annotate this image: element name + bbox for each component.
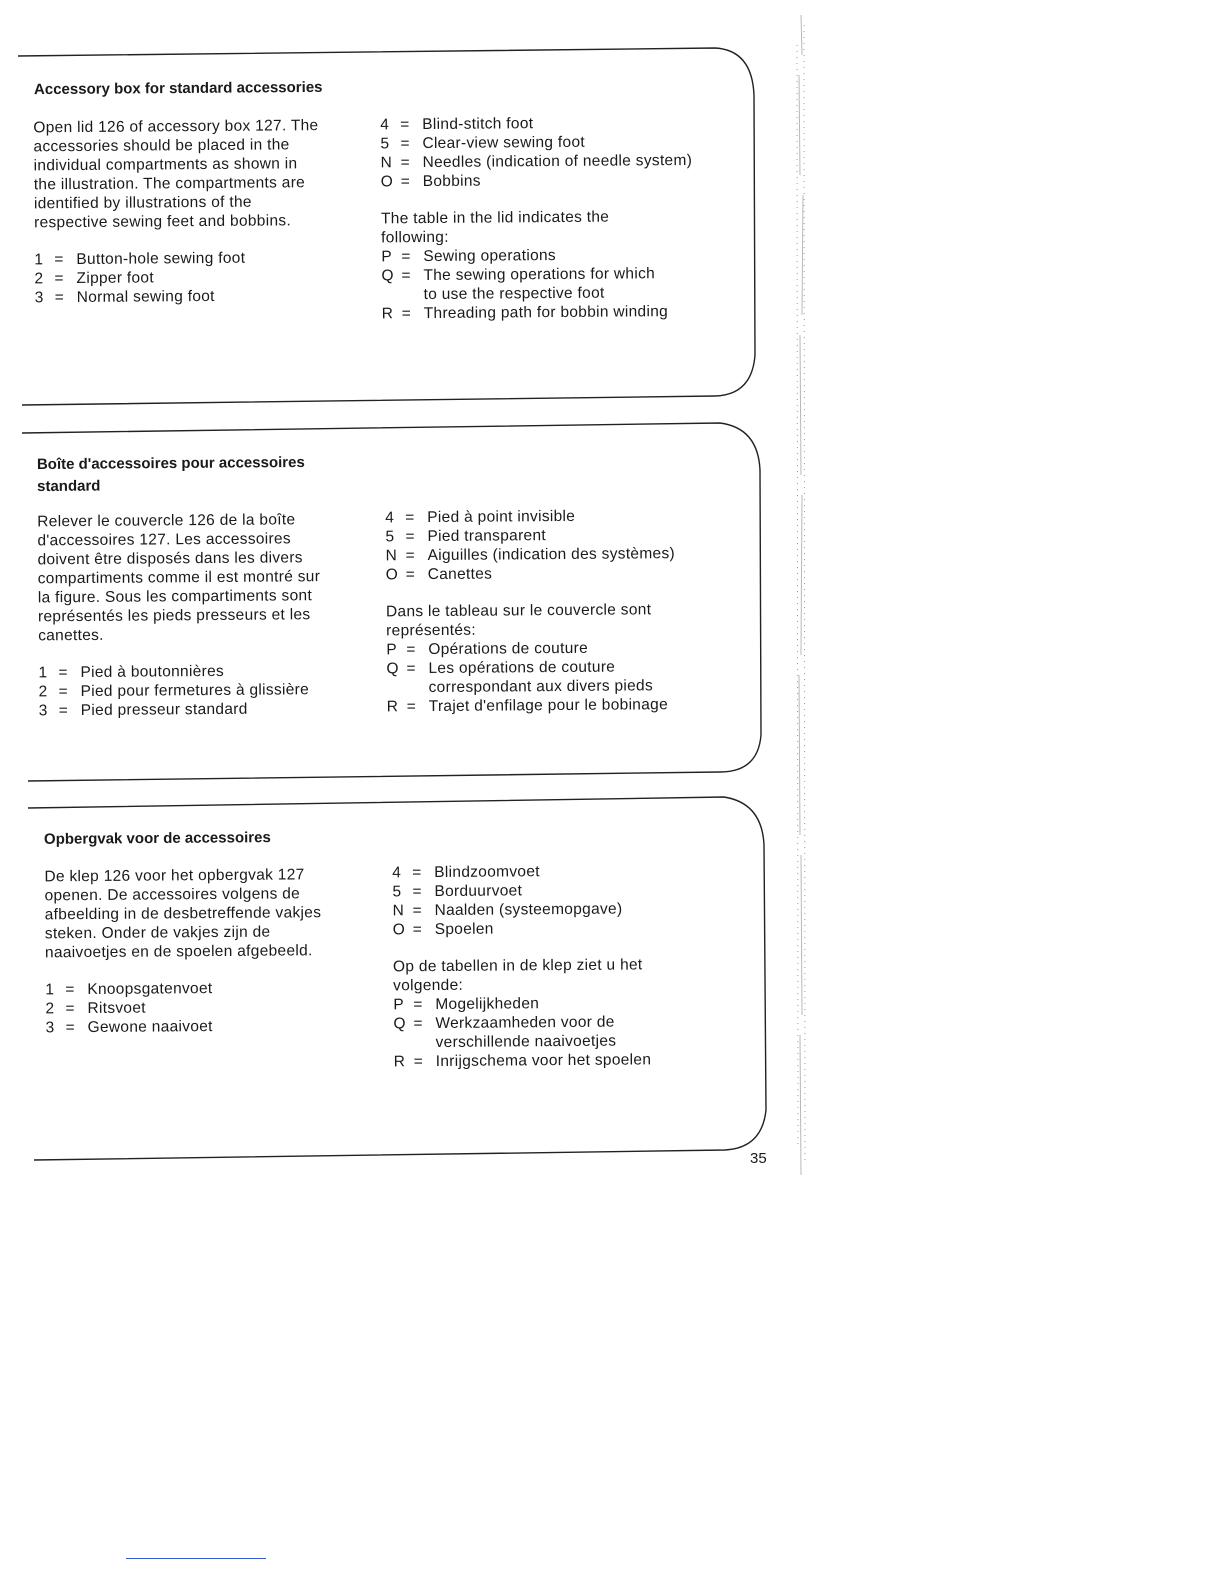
list-item — [381, 170, 731, 192]
item-text: Threading path for bobbin winding — [423, 303, 669, 323]
list-item — [46, 1016, 391, 1038]
item-text: Borduurvoet — [434, 882, 523, 901]
item-key: 2 — [45, 1000, 55, 1018]
item-equals: = — [412, 864, 422, 882]
section-heading-nl: Opbergvak voor de accessoires — [43, 829, 271, 848]
item-equals: = — [65, 1000, 75, 1018]
item-text: Pied à point invisible — [427, 507, 576, 527]
item-key: 1 — [38, 664, 48, 682]
item-text: Clear-view sewing foot — [422, 133, 586, 153]
item-text: Needles (indication of needle system) — [422, 151, 693, 172]
item-text: Sewing operations — [423, 247, 557, 266]
item-key: R — [393, 1053, 406, 1071]
item-equals: = — [413, 996, 423, 1014]
item-key: O — [380, 173, 394, 191]
item-equals: = — [413, 1053, 424, 1071]
item-equals: = — [405, 509, 415, 527]
item-key: 2 — [34, 270, 44, 288]
item-key: N — [380, 154, 393, 172]
table-intro-paragraph: The table in the lid indicates the following: — [380, 208, 610, 247]
left-column-fr — [37, 510, 384, 721]
item-key: R — [381, 305, 394, 323]
item-text: Blindzoomvoet — [434, 863, 540, 882]
intro-paragraph: Relever le couvercle 126 de la boîte d'accessoires 127. Les accessoires doivent être disposés dans les divers compartiments comme il est montré sur la figure. Sous les compartiments sont représentés les pieds presseurs et les canettes. — [37, 511, 321, 645]
item-key: Q — [393, 1015, 406, 1033]
item-equals: = — [412, 902, 422, 920]
item-key: 4 — [380, 116, 390, 134]
item-equals: = — [400, 116, 410, 134]
item-equals: = — [54, 270, 64, 288]
item-equals: = — [400, 154, 410, 172]
item-text: Normal sewing foot — [76, 287, 215, 307]
item-equals: = — [58, 664, 68, 682]
item-equals: = — [406, 698, 417, 716]
item-equals: = — [412, 883, 422, 901]
item-key: 3 — [38, 702, 48, 720]
item-key: Q — [386, 660, 399, 678]
item-text: Blind-stitch foot — [422, 115, 534, 134]
list-item — [386, 657, 736, 698]
item-equals: = — [400, 135, 410, 153]
item-key: 3 — [45, 1019, 55, 1037]
list-item — [39, 699, 384, 721]
page-number: 35 — [750, 1150, 767, 1167]
item-text: Naalden (systeemopgave) — [434, 900, 623, 920]
item-text: Button-hole sewing foot — [76, 249, 246, 269]
link-underline — [126, 1558, 266, 1559]
right-column-nl — [392, 861, 739, 1072]
table-intro-paragraph: Dans le tableau sur le couvercle sont représentés: — [385, 601, 652, 640]
item-key: R — [386, 698, 399, 716]
item-text: Inrijgschema voor het spoelen — [435, 1051, 652, 1071]
list-item — [35, 286, 375, 308]
item-text: The sewing operations for which to use the respective foot — [423, 265, 656, 304]
item-equals: = — [412, 921, 423, 939]
scan-edge-noise — [793, 15, 813, 1175]
left-column-nl — [44, 865, 390, 1038]
item-text: Aiguilles (indication des systèmes) — [427, 545, 676, 565]
list-item — [387, 695, 737, 717]
item-text: Pied à boutonnières — [80, 662, 225, 682]
section-heading-fr: Boîte d'accessoires pour accessoires standard — [36, 453, 305, 496]
list-item — [393, 918, 738, 940]
item-equals: = — [65, 981, 75, 999]
section-heading-en: Accessory box for standard accessories — [33, 78, 323, 99]
item-equals: = — [54, 289, 65, 307]
item-key: 1 — [45, 981, 55, 999]
item-text: Pied transparent — [427, 527, 547, 546]
item-text: Zipper foot — [76, 269, 154, 288]
item-equals: = — [401, 248, 411, 266]
item-equals: = — [405, 547, 415, 565]
item-key: 2 — [38, 683, 48, 701]
list-item — [381, 264, 731, 305]
item-text: Trajet d'enfilage pour le bobinage — [428, 696, 669, 716]
item-key: P — [381, 248, 393, 266]
item-text: Mogelijkheden — [435, 995, 540, 1014]
item-key: 1 — [34, 251, 44, 269]
item-equals: = — [65, 1019, 76, 1037]
item-key: N — [392, 902, 405, 920]
item-key: N — [385, 547, 398, 565]
item-key: P — [386, 641, 398, 659]
item-equals: = — [405, 566, 416, 584]
item-text: Spoelen — [434, 920, 494, 939]
item-equals: = — [58, 702, 69, 720]
item-text: Pied pour fermetures à glissière — [80, 681, 310, 701]
item-key: O — [392, 921, 406, 939]
item-text: Opérations de couture — [428, 639, 589, 659]
item-text: Bobbins — [422, 172, 481, 191]
item-key: 5 — [385, 528, 395, 546]
item-text: Gewone naaivoet — [87, 1018, 213, 1037]
item-key: O — [385, 566, 399, 584]
right-column-fr — [385, 506, 737, 717]
item-equals: = — [405, 528, 415, 546]
item-text: Ritsvoet — [87, 999, 146, 1018]
list-item — [382, 302, 732, 324]
list-item — [386, 563, 736, 585]
item-key: Q — [381, 267, 394, 285]
item-key: 4 — [385, 509, 395, 527]
item-text: Les opérations de couture correspondant aux divers pieds — [428, 658, 654, 697]
item-equals: = — [58, 683, 69, 701]
list-item — [394, 1050, 739, 1072]
item-equals: = — [401, 267, 411, 285]
item-equals: = — [406, 660, 416, 678]
list-item — [393, 1012, 738, 1053]
intro-paragraph: Open lid 126 of accessory box 127. The accessories should be placed in the individual compartments as shown in the illustration. The compartments are identified by illustrations of the respective sewing feet and bobbins. — [33, 117, 319, 232]
item-equals: = — [413, 1015, 423, 1033]
item-key: 5 — [380, 135, 390, 153]
table-intro-paragraph: Op de tabellen in de klep ziet u het volgende: — [392, 956, 643, 995]
item-key: 4 — [392, 864, 402, 882]
right-column-en — [380, 113, 732, 324]
left-column-en — [33, 116, 374, 308]
item-equals: = — [400, 173, 411, 191]
item-key: 5 — [392, 883, 402, 901]
item-equals: = — [54, 251, 64, 269]
item-text: Knoopsgatenvoet — [87, 980, 213, 999]
item-text: Werkzaamheden voor de verschillende naaivoetjes — [435, 1013, 617, 1052]
intro-paragraph: De klep 126 voor het opbergvak 127 openen. De accessoires volgens de afbeelding in de desbetreffende vakjes steken. Onder de vakjes zijn de naaivoetjes en de spoelen afgebeeld. — [44, 866, 322, 962]
item-text: Pied presseur standard — [80, 700, 248, 720]
item-key: P — [393, 996, 405, 1014]
item-equals: = — [406, 641, 416, 659]
item-equals: = — [401, 305, 412, 323]
item-text: Canettes — [427, 565, 493, 584]
item-key: 3 — [34, 289, 44, 307]
